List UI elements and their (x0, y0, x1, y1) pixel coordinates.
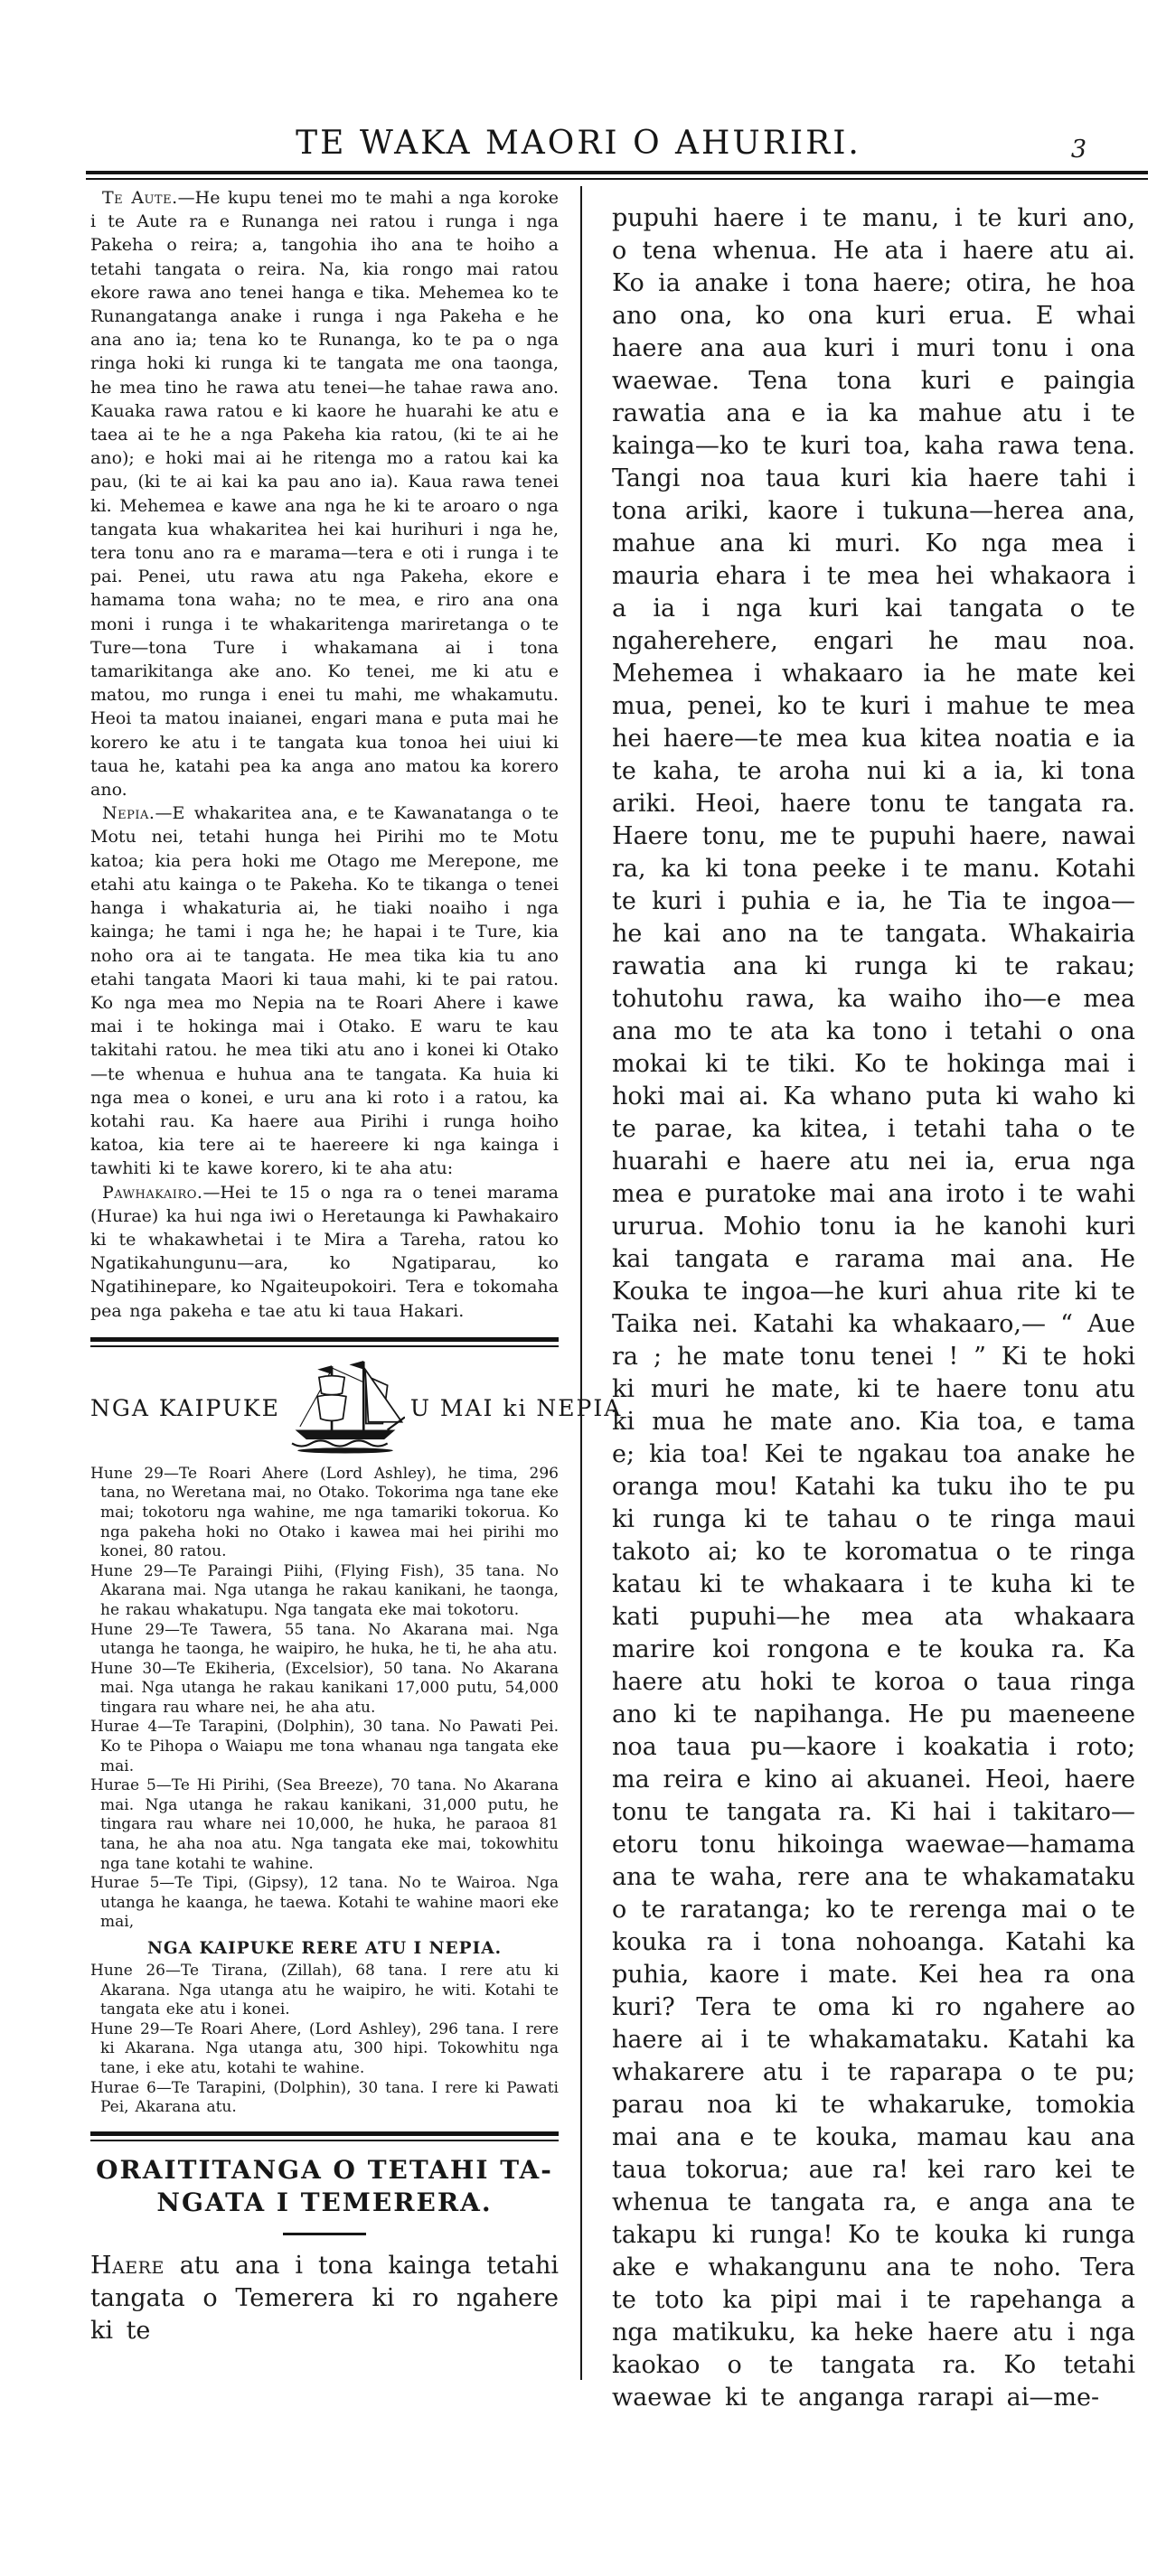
article-nepia (90, 801, 559, 1180)
shipping-section (90, 1337, 623, 2118)
shipping-entry: Hune 29—Te Paraingi Piihi, (Flying Fish), 35 tana. No Akarana mai. Nga utanga he rakau kanikani, he taonga, he rakau whakatupu. Nga tangata eke mai tokotoru. (90, 1561, 559, 1619)
column-divider (580, 186, 582, 2380)
story-continuation-paragraph: pupuhi haere i te manu, i te kuri ano, o tena whenua. He ata i haere atu ai. Ko ia anake i tona haere; otira, he hoa ano ona, ko ona kuri erua. E whai haere ana aua kuri i muri tonu i ona waewae. Tena tona kuri e paingia rawatia ana e ia ka mahue atu i te kainga—ko te kuri toa, kaha rawa tena. Tangi noa taua kuri kia haere tahi i tona ariki, kaore i tukuna—herea ana, mahue ana ki muri. Ko nga mea i mauria ehara i te mea hei whakaora i a ia i nga kuri kai tangata o te ngaherehere, engari he mau noa. Mehemea i whakaaro ia he mate kei mua, penei, ko te kuri i mahue te mea hei haere—te mea kua kitea noatia e ia te kaha, te aroha nui ki a ia, ki tona ariki. Heoi, haere tonu te tangata ra. Haere tonu, me te pupuhi haere, nawai ra, ka ki tona peeke i te manu. Kotahi te kuri i puhia e ia, he Tia te ingoa—he kai ano na te tangata. Whakairia rawatia ana ki runga ki te rakau; tohutohu rawa, ka waiho iho—e mea ana mo te ata ka tono i tetahi o ona mokai ki te tiki. Ko te hokinga mai i hoki mai ai. Ka whano puta ki waho ki te parae, ka kitea, i tetahi taha o te huarahi e haere atu nei ia, erua nga mea e puratoke mai ana iroto i te wahi ururua. Mohio tonu ia he kanohi kuri kai tangata e rarama mai ana. He Kouka te ingoa—he kuri ahua rite ki te Taika nei. Katahi ka whakaaro,— “ Aue ra ; he mate tonu tenei ! ” Ki te hoki ki muri he mate, ki te haere tonu atu ki mua he mate ano. Kia toa, e tama e; kia toa! Kei te ngakau toa anake he oranga mou! Katahi ka tuku iho te pu ki runga ki te tahau o te ringa maui takoto ai; ko te koromatua o te ringa katau ki te whakaara i te kuha ki te kati pupuhi—he mea ata whakaara marire koi rongona e te kouka ra. Ka haere atu hoki te koroa o taua ringa ano ki te napihanga. He pu maeneene noa taua pu—kaore i koakatia i roto; ma reira e kino ai akuanei. Heoi, haere tonu te tangata ra. Ki hai i takitaro—etoru tonu hikoinga waewae—hamama ana te waha, rere ana te whakamataku o te raratanga; ko te rerenga mai o te kouka ra i tona nohoanga. Katahi ka puhia, kaore i mate. Kei hea ra ona kuri? Tera te oma ki ro ngahere ao haere ai i te whakamataku. Katahi ka whakarere atu i te raparapa o te pu; parau noa ki te whakaruke, tomokia mai ana e te kouka, mamau kau ana taua tokorua; aue ra! kei raro kei te whenua te tangata ra, e anga ana te takapu ki runga! Ko te kouka ki runga ake e whakangunu ana te noho. Tera te toto ka pipi mai i te rapehanga a nga matikuku, ka heke haere atu i nga kaokao o te tangata ra. Ko tetahi waewae ki te anganga rarapi ai—me- (612, 204, 1135, 2412)
departures-list (90, 1962, 559, 2118)
departures-heading: NGA KAIPUKE RERE ATU I NEPIA. (146, 1939, 503, 1958)
shipping-entry: Hune 30—Te Ekiheria, (Excelsior), 50 tana. No Akarana mai. Nga utanga he rakau kanikani 17,000 putu, 54,000 tingara rau whare nei, he aha atu. (90, 1659, 559, 1717)
shipping-entry: Hune 29—Te Tawera, 55 tana. No Akarana mai. Nga utanga he taonga, he waipiro, he huka, he ti, he aha atu. (90, 1620, 559, 1659)
shipping-section-rule (90, 1337, 559, 1347)
story-heading (90, 2154, 559, 2219)
arrivals-list (90, 1465, 559, 1933)
shipping-entry: Hurae 6—Te Tarapini, (Dolphin), 30 tana. I rere ki Pawati Pei, Akarana atu. (90, 2078, 559, 2117)
shipping-entry: Hurae 5—Te Hi Pirihi, (Sea Breeze), 70 tana. No Akarana mai. Nga utanga he rakau kanikani, 31,000 putu, he tingara rau whare nei 10,000, he huka, he paraoa 81 tana, he aha noa atu. Nga tangata eke mai, tokowhitu nga tane kotahi te wahine. (90, 1776, 559, 1873)
right-column (612, 202, 1135, 2414)
shipping-heading-left: NGA KAIPUKE (90, 1395, 280, 1422)
article-pawhakairo (90, 1181, 559, 1323)
shipping-entry: Hune 29—Te Roari Ahere (Lord Ashley), he tima, 296 tana, no Weretana mai, no Otako. Tokorima nga tane eke mai; tokotoru nga wahine, me nga tamariki tokorua. Ko nga pakeha hoki no Otako i kawea mai hei pirihi mo konei, 80 ratou. (90, 1464, 559, 1561)
article-te-aute (90, 186, 559, 801)
article-body: —He kupu tenei mo te mahi a nga koroke i te Aute ra e Runanga nei ratou i runga i nga Pakeha o reira; a, tangohia iho ana te hoiho a tetahi tangata o reira. Na, kia rongo mai ratou ekore rawa ano tenei hanga e tika. Mehemea ko te Runangatanga anake i runga i nga Pakeha e he ana ano ia; tena ko te Runanga, ko te pa o nga ringa hoki ki runga ki te tangata me ona taonga, he mea tino he rawa atu tenei—he tahae rawa ano. Kauaka rawa ratou e ki kaore he huarahi ke atu e taea ai te he a nga Pakeha kia ratou, (ki te ai he ano); e hoki mai ai he ritenga mo a ratou kai ka pau, (ki te ai kai ka pau ano ia). Kaua rawa tenei ki. Mehemea e kawe ana nga he ki te aroaro o nga tangata kua whakaritea hei kai hurihuri i nga he, tera tonu ano ra e marama—tera e oti i runga i te pai. Penei, utu rawa atu nga Pakeha, ekore e hamama tona waha; no te mea, e riro ana ona moni i runga i te whakaritenga mariretanga o te Ture—tona Ture i whakamana ai i tona tamarikitanga ake ano. Ko tenei, me ki atu e matou, mo runga i enei tu mahi, me whakamutu. Heoi ta matou inaianei, engari mana e puta mai he korero ke atu i te tangata kua tonoa hei uiui ki taua he, katahi pea ka anga ano matou ka korero ano. (90, 188, 559, 801)
article-body: —Hei te 15 o nga ra o tenei marama (Hurae) ka hui nga iwi o Heretaunga ki Pawhakairo ki te whakawhetai i te Mira a Tareha, ratou ko Ngatikahungunu—ara, ko Ngatiparau, ko Ngatihinepare, ko Ngaiteupokoiri. Tera e tokomaha pea nga pakeha e tae atu ki taua Hakari. (90, 1182, 559, 1321)
story-heading-line2: NGATA I TEMERERA. (156, 2187, 493, 2217)
left-column (90, 186, 623, 2347)
shipping-entry: Hune 26—Te Tirana, (Zillah), 68 tana. I rere atu ki Akarana. Nga utanga atu he waipiro, he witi. Kotahi te tangata eke atu i konei. (90, 1962, 559, 2019)
story-opening-paragraph (90, 2250, 559, 2347)
shipping-entry: Hurae 4—Te Tarapini, (Dolphin), 30 tana. No Pawati Pei. Ko te Pihopa o Waiapu me tona whanau nga tangata eke mai. (90, 1718, 559, 1775)
story-heading-line1: ORAITITANGA O TETAHI TA- (96, 2154, 553, 2185)
story-heading-divider (283, 2233, 366, 2235)
article-body: —E whakaritea ana, e te Kawanatanga o te Motu nei, tetahi hunga hei Pirihi mo te Motu katoa; kia pera hoki me Otago me Merepone, me etahi atu kainga o te Pakeha. Ko te tikanga o tenei hanga i whakaturia ai, he tiaki noaiho i nga kainga; he tami i nga he; he hapai i te Ture, kia noho ora ai te tangata. He mea tika kia tu ano etahi tangata Maori ki taua mahi, ki te pai ratou. Ko nga mea mo Nepia na te Roari Ahere i kawe mai i te hokinga mai i Otako. E waru te kau takitahi ratou. he mea tiki atu ano i konei ki Otako—te whenua e huhua ana te tangata. Ka huia ki nga mea o konei, e uru ana ki roto i a ratou, ka kotahi rau. Ka haere aua Pirihi i runga hoiho katoa, kia tere ai te haereere ki nga kainga i tawhiti ki te kawe korero, ki te aha atu: (90, 803, 559, 1179)
masthead-title: TE WAKA MAORI O AHURIRI. (296, 125, 861, 162)
shipping-header (90, 1356, 623, 1461)
shipping-heading-right: U MAI ki NEPIA (409, 1395, 623, 1422)
story-body: atu ana i tona kainga tetahi tangata o Temerera ki ro ngahere ki te (90, 2251, 559, 2345)
article-lead: Te Aute. (102, 188, 178, 208)
sailing-ship-icon (286, 1356, 405, 1461)
shipping-entry: Hune 29—Te Roari Ahere, (Lord Ashley), 296 tana. I rere ki Akarana. Nga utanga atu, 300 hipi. Tokowhitu nga tane, i eke atu, kotahi te wahine. (90, 2019, 559, 2077)
masthead-rule-thick (86, 171, 1148, 174)
article-lead: Pawhakairo. (102, 1182, 203, 1203)
page-number: 3 (1070, 136, 1086, 164)
story-lead: Haere (90, 2251, 165, 2280)
masthead-rule-thin (86, 178, 1148, 180)
article-lead: Nepia. (102, 803, 155, 824)
story-section-rule (90, 2131, 559, 2141)
shipping-entry: Hurae 5—Te Tipi, (Gipsy), 12 tana. No te Wairoa. Nga utanga he kaanga, he taewa. Kotahi te wahine maori eke mai, (90, 1874, 559, 1932)
